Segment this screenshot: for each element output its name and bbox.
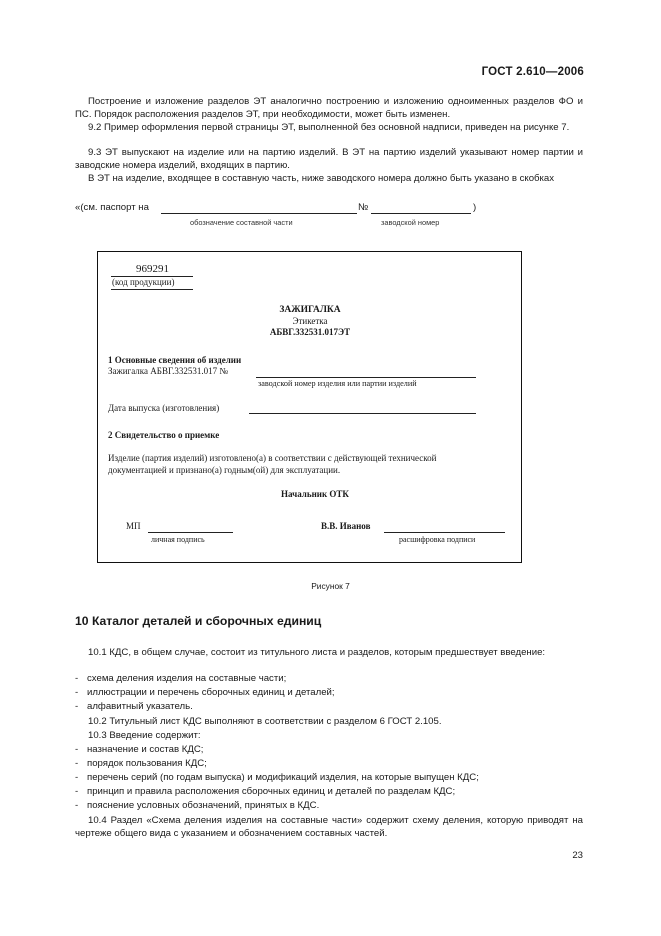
paragraph-10-4: 10.4 Раздел «Схема деления изделия на составные части» содержит схему деления, которую приводят на чертеже общего вида с указанием и обозначением составных частей. — [75, 815, 583, 840]
caption-part-designation: обозначение составной части — [190, 218, 293, 227]
figure-designation: АБВГ.332531.017ЭТ — [269, 327, 351, 337]
acceptance-text-2: документацией и признано(а) годным(ой) для эксплуатации. — [108, 465, 341, 475]
passport-line — [75, 202, 595, 216]
page-number: 23 — [572, 850, 583, 861]
stamp-mp: МП — [126, 521, 141, 531]
list-item: - назначение и состав КДС; — [75, 744, 204, 755]
section-2-heading: 2 Свидетельство о приемке — [108, 430, 220, 440]
figure-title: ЗАЖИГАЛКА — [279, 305, 341, 315]
list-item: - порядок пользования КДС; — [75, 758, 207, 769]
signature-line — [148, 532, 233, 533]
passport-prefix: «(см. паспорт на — [75, 202, 149, 213]
list-item: - перечень серий (по годам выпуска) и модификаций изделия, на которые выпущен КДС; — [75, 772, 479, 783]
serial-number-caption: заводской номер изделия или партии изделий — [258, 379, 417, 388]
serial-number-line — [256, 377, 476, 378]
figure-caption: Рисунок 7 — [311, 581, 350, 591]
product-code: 969291 — [136, 263, 169, 275]
signer-name: В.В. Иванов — [321, 521, 371, 531]
section-1-heading: 1 Основные сведения об изделии — [108, 355, 242, 365]
caption-serial-number: заводской номер — [381, 218, 440, 227]
document-code: ГОСТ 2.610—2006 — [481, 66, 584, 78]
section-10-title: 10 Каталог деталей и сборочных единиц — [75, 614, 322, 628]
part-designation-blank — [161, 202, 357, 214]
decode-line — [384, 532, 505, 533]
manufacture-date-label: Дата выпуска (изготовления) — [108, 403, 220, 413]
list-item: - принцип и правила расположения сборочных единиц и деталей по разделам КДС; — [75, 786, 456, 797]
paragraph-10-3: 10.3 Введение содержит: — [88, 730, 201, 741]
product-code-label: (код продукции) — [112, 277, 175, 287]
acceptance-text-1: Изделие (партия изделий) изготовлено(а) в соответствии с действующей технической — [108, 453, 437, 463]
list-item: - схема деления изделия на составные части; — [75, 673, 287, 684]
product-code-underline — [111, 289, 193, 290]
figure-subtitle: Этикетка — [292, 316, 328, 326]
paragraph-intro-4: В ЭТ на изделие, входящее в составную часть, ниже заводского номера должно быть указано в скобках — [88, 173, 555, 184]
paragraph-9-2: 9.2 Пример оформления первой страницы ЭТ, выполненной без основной надписи, приведен на рисунке 7. — [88, 122, 570, 133]
list-item: - алфавитный указатель. — [75, 701, 193, 712]
signature-caption: личная подпись — [151, 535, 205, 544]
decode-caption: расшифровка подписи — [399, 535, 476, 544]
serial-number-blank — [371, 202, 471, 214]
section-1-item: Зажигалка АБВГ.332531.017 № — [108, 366, 228, 376]
paragraph-9-3: 9.3 ЭТ выпускают на изделие или на партию изделий. В ЭТ на партию изделий указывают номер партии и заводские номера изделий, входящих в партию. — [75, 147, 583, 172]
paragraph-10-1: 10.1 КДС, в общем случае, состоит из титульного листа и разделов, которым предшествует введение: — [88, 647, 546, 658]
list-item: - пояснение условных обозначений, принятых в КДС. — [75, 800, 320, 811]
manufacture-date-line — [249, 413, 476, 414]
otk-head: Начальник ОТК — [281, 489, 349, 499]
paragraph-intro-1: Построение и изложение разделов ЭТ аналогично построению и изложению одноименных разделов ФО и ПС. Порядок расположения разделов ЭТ, при необходимости, может быть изменен. — [75, 96, 583, 121]
paragraph-10-2: 10.2 Титульный лист КДС выполняют в соответствии с разделом 6 ГОСТ 2.105. — [88, 716, 442, 727]
passport-suffix: ) — [473, 202, 477, 213]
number-sign: № — [358, 202, 369, 213]
list-item: - иллюстрации и перечень сборочных единиц и деталей; — [75, 687, 335, 698]
